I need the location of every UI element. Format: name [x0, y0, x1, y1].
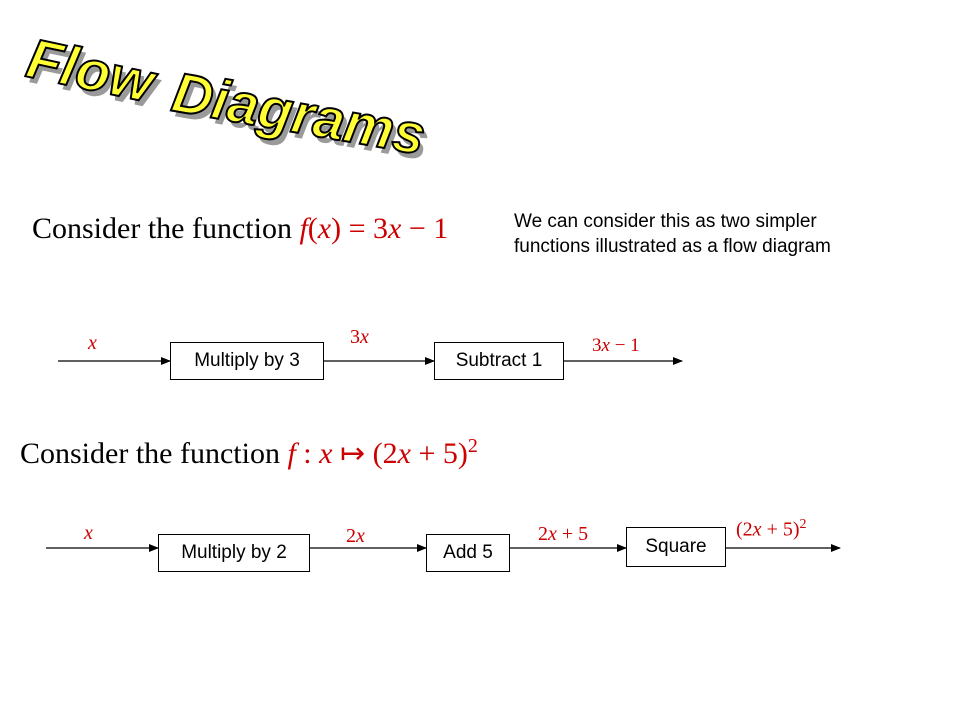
section2-prefix: Consider the function — [20, 437, 280, 470]
flow2-label-square-result: $(2x + 5)^2$ — [736, 517, 807, 541]
flow1-input-label: x — [88, 332, 97, 354]
flow2-box-add-5: Add 5 — [426, 534, 510, 572]
title-word-flow: Flow — [21, 26, 160, 115]
section1-prefix: Consider the function — [32, 212, 292, 245]
flow2-label-2x: 2x — [346, 525, 365, 547]
flow2-input-label: x — [84, 522, 93, 544]
section2-formula: f : x ↦ $(2x + 5)^2$ — [287, 435, 478, 470]
flow1-box-multiply-3: Multiply by 3 — [170, 342, 324, 380]
flow2-box-square: Square — [626, 527, 726, 567]
flow1-box-subtract-1: Subtract 1 — [434, 342, 564, 380]
flow2-label-2x-plus-5: 2x + 5 — [538, 523, 589, 545]
flow1-mid-label: 3x — [350, 326, 369, 348]
flow2-box-multiply-2: Multiply by 2 — [158, 534, 310, 572]
note-line-2: functions illustrated as a flow diagram — [514, 235, 831, 257]
note-line-1: We can consider this as two simpler — [514, 211, 817, 232]
title-word-diagrams: Diagrams — [167, 60, 431, 167]
section1-formula: f(x) = 3x − 1 — [299, 212, 449, 245]
flow1-output-label: 3x − 1 — [592, 335, 640, 356]
